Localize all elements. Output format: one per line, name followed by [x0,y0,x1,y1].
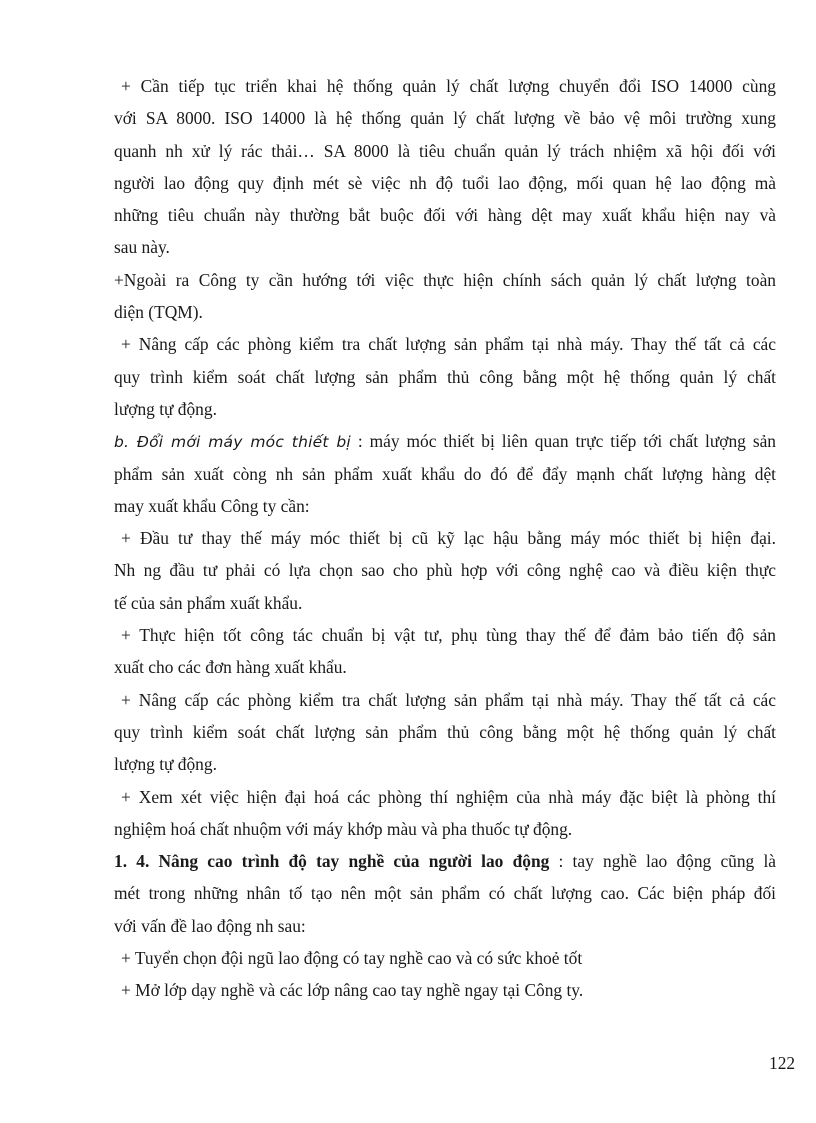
text-line: với SA 8000. ISO 14000 là hệ thống quản lý chất lượng về bảo vệ môi trường xung [114,108,776,129]
document-body [114,70,776,1007]
text-line: + Đầu tư thay thế máy móc thiết bị cũ kỹ lạc hậu bằng máy móc thiết bị hiện đại. [121,528,776,549]
text-line: Nh ng đầu tư phải có lựa chọn sao cho phù hợp với công nghệ cao và điều kiện thực [114,560,776,581]
text-line: +Ngoài ra Công ty cần hướng tới việc thực hiện chính sách quản lý chất lượng toàn [114,269,776,290]
text-line: người lao động quy định mét sè việc nh độ tuổi lao động, mối quan hệ lao động mà [114,172,776,193]
text-line: với vấn đề lao động nh sau: [114,915,306,936]
section-heading-line [114,425,776,457]
text-line: + Nâng cấp các phòng kiểm tra chất lượng sản phẩm tại nhà máy. Thay thế tất cả các [121,334,776,355]
text-line: diện (TQM). [114,302,203,323]
text-line: sau này. [114,237,170,258]
text-line: quy trình kiểm soát chất lượng sản phẩm thủ công bằng một hệ thống quản lý chất [114,366,776,387]
text-line: những tiêu chuẩn này thường bắt buộc đối với hàng dệt may xuất khẩu hiện nay và [114,205,776,226]
text-line: phẩm sản xuất còng nh sản phẩm xuất khẩu do đó để đẩy mạnh chất lượng hàng dệt [114,463,776,484]
text-line: quanh nh xử lý rác thải… SA 8000 là tiêu chuẩn quản lý trách nhiệm xã hội đối với [114,140,776,161]
text-line: quy trình kiểm soát chất lượng sản phẩm thủ công bằng một hệ thống quản lý chất [114,721,776,742]
text-line: + Thực hiện tốt công tác chuẩn bị vật tư, phụ tùng thay thế để đảm bảo tiến độ sản [121,625,776,646]
text-line: lượng tự động. [114,398,217,419]
text-line: + Xem xét việc hiện đại hoá các phòng thí nghiệm của nhà máy đặc biệt là phòng thí [121,786,776,807]
text-line: + Mở lớp dạy nghề và các lớp nâng cao tay nghề ngay tại Công ty. [121,980,584,1001]
text-line: xuất cho các đơn hàng xuất khẩu. [114,657,347,678]
text-line: may xuất khẩu Công ty cần: [114,495,310,516]
text-line: lượng tự động. [114,754,217,775]
section-heading-bold: 1. 4. Nâng cao trình độ tay nghề của người lao động [114,851,550,872]
text-line: nghiệm hoá chất nhuộm với máy khớp màu và pha thuốc tự động. [114,818,573,839]
section-heading-line [114,845,776,877]
text-line: mét trong những nhân tố tạo nên một sản phẩm có chất lượng cao. Các biện pháp đối [114,883,776,904]
text-line: tế của sản phẩm xuất khẩu. [114,592,303,613]
text-line: + Tuyển chọn đội ngũ lao động có tay nghề cao và có sức khoẻ tốt [121,948,583,969]
page-number: 122 [769,1053,796,1073]
text-line: + Cần tiếp tục triển khai hệ thống quản lý chất lượng chuyển đổi ISO 14000 cùng [121,76,776,96]
text-line: + Nâng cấp các phòng kiểm tra chất lượng sản phẩm tại nhà máy. Thay thế tất cả các [121,689,776,710]
section-heading-italic: b. Đổi mới máy móc thiết bị [114,433,351,452]
heading-continuation: : tay nghề lao động cũng là [549,851,776,872]
heading-continuation: : máy móc thiết bị liên quan trực tiếp tới chất lượng sản [350,431,776,452]
